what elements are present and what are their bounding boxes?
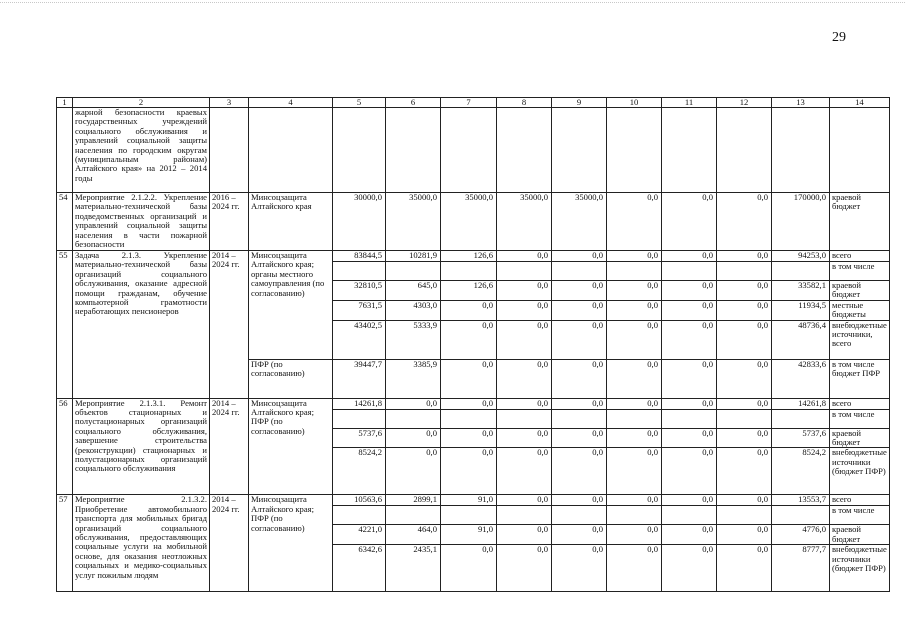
value-cell xyxy=(717,409,772,428)
value-cell: 5737,6 xyxy=(333,428,386,448)
column-header-4: 4 xyxy=(249,98,333,108)
row-number: 54 xyxy=(57,193,73,251)
value-cell xyxy=(386,409,441,428)
scan-top-edge xyxy=(0,2,905,7)
value-cell: 0,0 xyxy=(607,300,662,320)
value-cell: 6342,6 xyxy=(333,545,386,592)
value-cell: 5737,6 xyxy=(772,428,830,448)
column-header-5: 5 xyxy=(333,98,386,108)
value-cell: 0,0 xyxy=(497,545,552,592)
empty-cell xyxy=(249,108,333,193)
value-cell xyxy=(497,409,552,428)
value-cell: 0,0 xyxy=(717,359,772,398)
column-header-1: 1 xyxy=(57,98,73,108)
funding-source: краевой бюджет xyxy=(830,428,890,448)
value-cell: 0,0 xyxy=(607,320,662,359)
value-cell: 0,0 xyxy=(717,525,772,545)
value-cell: 0,0 xyxy=(607,448,662,495)
value-cell xyxy=(607,262,662,281)
value-cell: 0,0 xyxy=(607,525,662,545)
value-cell: 0,0 xyxy=(497,525,552,545)
value-cell: 645,0 xyxy=(386,281,441,301)
executor: Минсоцзащита Алтайского края xyxy=(249,193,333,251)
value-cell: 0,0 xyxy=(662,495,717,506)
empty-cell xyxy=(830,108,890,193)
value-cell: 14261,8 xyxy=(772,398,830,409)
value-cell: 0,0 xyxy=(717,251,772,262)
value-cell: 8524,2 xyxy=(772,448,830,495)
value-cell: 2435,1 xyxy=(386,545,441,592)
value-cell: 0,0 xyxy=(386,428,441,448)
column-header-12: 12 xyxy=(717,98,772,108)
column-header-9: 9 xyxy=(552,98,607,108)
funding-source: краевой бюджет xyxy=(830,281,890,301)
row-number: 56 xyxy=(57,398,73,495)
value-cell: 8777,7 xyxy=(772,545,830,592)
page-number: 29 xyxy=(832,30,846,45)
empty-cell xyxy=(386,108,441,193)
value-cell xyxy=(386,262,441,281)
value-cell: 0,0 xyxy=(386,448,441,495)
value-cell: 4303,0 xyxy=(386,300,441,320)
measure-name: Мероприятие 2.1.2.2. Укрепление материально-технической базы подведомственных организаций и управлений социальной защиты населения в части пожарной безопасности xyxy=(73,193,210,251)
row-number xyxy=(57,108,73,193)
value-cell: 0,0 xyxy=(497,398,552,409)
value-cell: 0,0 xyxy=(552,320,607,359)
empty-cell xyxy=(662,108,717,193)
measure-name: Мероприятие 2.1.3.1. Ремонт объектов стационарных и полустационарных организаций социального обслуживания, завершение строительства (реконструкции) стационарных и полустационарных организаций социального обслуживания xyxy=(73,398,210,495)
empty-cell xyxy=(552,108,607,193)
table-row-57-sub-1 xyxy=(57,495,890,506)
value-cell: 0,0 xyxy=(662,428,717,448)
executor: Минсоцзащита Алтайского края; ПФР (по согласованию) xyxy=(249,495,333,592)
value-cell xyxy=(441,262,497,281)
value-cell: 35000,0 xyxy=(441,193,497,251)
value-cell xyxy=(552,262,607,281)
value-cell: 0,0 xyxy=(607,428,662,448)
empty-cell xyxy=(333,108,386,193)
value-cell: 8524,2 xyxy=(333,448,386,495)
column-header-6: 6 xyxy=(386,98,441,108)
value-cell: 91,0 xyxy=(441,495,497,506)
value-cell: 4776,0 xyxy=(772,525,830,545)
value-cell: 0,0 xyxy=(441,428,497,448)
value-cell: 0,0 xyxy=(497,448,552,495)
table-row-56-sub-1 xyxy=(57,398,890,409)
column-header-7: 7 xyxy=(441,98,497,108)
value-cell: 126,6 xyxy=(441,281,497,301)
value-cell: 0,0 xyxy=(552,495,607,506)
value-cell xyxy=(662,409,717,428)
value-cell: 0,0 xyxy=(662,193,717,251)
value-cell: 0,0 xyxy=(441,300,497,320)
value-cell: 0,0 xyxy=(497,495,552,506)
value-cell: 35000,0 xyxy=(497,193,552,251)
column-header-row xyxy=(57,98,890,108)
value-cell: 83844,5 xyxy=(333,251,386,262)
value-cell: 0,0 xyxy=(607,545,662,592)
funding-source: всего xyxy=(830,398,890,409)
period: 2014 – 2024 гг. xyxy=(210,398,249,495)
value-cell: 7631,5 xyxy=(333,300,386,320)
value-cell: 0,0 xyxy=(717,281,772,301)
funding-source: в том числе бюджет ПФР xyxy=(830,359,890,398)
funding-source: внебюджетные источники (бюджет ПФР) xyxy=(830,448,890,495)
executor: Минсоцзащита Алтайского края; органы местного самоуправления (по согласованию) xyxy=(249,251,333,360)
value-cell: 0,0 xyxy=(552,281,607,301)
value-cell xyxy=(662,262,717,281)
value-cell xyxy=(441,506,497,525)
empty-cell xyxy=(772,108,830,193)
value-cell: 0,0 xyxy=(552,359,607,398)
value-cell: 0,0 xyxy=(497,359,552,398)
value-cell: 33582,1 xyxy=(772,281,830,301)
value-cell xyxy=(333,506,386,525)
value-cell xyxy=(333,262,386,281)
table-row-continued xyxy=(57,108,890,193)
value-cell: 10563,6 xyxy=(333,495,386,506)
column-header-8: 8 xyxy=(497,98,552,108)
value-cell: 0,0 xyxy=(662,359,717,398)
value-cell: 0,0 xyxy=(717,398,772,409)
funding-source: в том числе xyxy=(830,506,890,525)
value-cell: 0,0 xyxy=(717,193,772,251)
value-cell: 0,0 xyxy=(386,398,441,409)
row-number: 55 xyxy=(57,251,73,399)
value-cell: 0,0 xyxy=(552,300,607,320)
value-cell: 0,0 xyxy=(607,398,662,409)
value-cell: 0,0 xyxy=(717,448,772,495)
value-cell xyxy=(772,262,830,281)
value-cell: 42833,6 xyxy=(772,359,830,398)
funding-source: местные бюджеты xyxy=(830,300,890,320)
value-cell: 3385,9 xyxy=(386,359,441,398)
value-cell xyxy=(717,506,772,525)
funding-source: краевой бюджет xyxy=(830,525,890,545)
value-cell: 0,0 xyxy=(441,545,497,592)
value-cell xyxy=(552,506,607,525)
value-cell: 126,6 xyxy=(441,251,497,262)
value-cell: 0,0 xyxy=(552,525,607,545)
value-cell: 4221,0 xyxy=(333,525,386,545)
funding-source: всего xyxy=(830,495,890,506)
funding-source: в том числе xyxy=(830,262,890,281)
value-cell: 0,0 xyxy=(441,320,497,359)
value-cell: 0,0 xyxy=(717,300,772,320)
funding-source: в том числе xyxy=(830,409,890,428)
value-cell: 0,0 xyxy=(717,495,772,506)
budget-table xyxy=(56,97,890,592)
value-cell: 0,0 xyxy=(662,300,717,320)
value-cell: 0,0 xyxy=(552,545,607,592)
value-cell: 0,0 xyxy=(662,448,717,495)
empty-cell xyxy=(497,108,552,193)
period: 2014 – 2024 гг. xyxy=(210,495,249,592)
value-cell: 48736,4 xyxy=(772,320,830,359)
value-cell: 0,0 xyxy=(717,545,772,592)
value-cell: 13553,7 xyxy=(772,495,830,506)
executor: Минсоцзащита Алтайского края; ПФР (по согласованию) xyxy=(249,398,333,495)
value-cell: 0,0 xyxy=(441,448,497,495)
value-cell xyxy=(662,506,717,525)
value-cell: 2899,1 xyxy=(386,495,441,506)
value-cell: 0,0 xyxy=(441,398,497,409)
value-cell: 0,0 xyxy=(497,428,552,448)
value-cell xyxy=(607,506,662,525)
value-cell: 464,0 xyxy=(386,525,441,545)
value-cell: 0,0 xyxy=(662,398,717,409)
value-cell xyxy=(333,409,386,428)
empty-cell xyxy=(717,108,772,193)
value-cell: 0,0 xyxy=(497,300,552,320)
column-header-3: 3 xyxy=(210,98,249,108)
value-cell: 0,0 xyxy=(552,428,607,448)
value-cell: 0,0 xyxy=(717,428,772,448)
value-cell: 35000,0 xyxy=(552,193,607,251)
value-cell: 0,0 xyxy=(607,495,662,506)
column-header-2: 2 xyxy=(73,98,210,108)
empty-cell xyxy=(210,108,249,193)
value-cell: 0,0 xyxy=(662,525,717,545)
value-cell: 0,0 xyxy=(607,193,662,251)
value-cell: 0,0 xyxy=(662,251,717,262)
empty-cell xyxy=(607,108,662,193)
empty-cell xyxy=(441,108,497,193)
value-cell: 0,0 xyxy=(497,251,552,262)
value-cell: 10281,9 xyxy=(386,251,441,262)
value-cell: 30000,0 xyxy=(333,193,386,251)
value-cell: 170000,0 xyxy=(772,193,830,251)
column-header-13: 13 xyxy=(772,98,830,108)
row-number: 57 xyxy=(57,495,73,592)
value-cell xyxy=(386,506,441,525)
value-cell: 14261,8 xyxy=(333,398,386,409)
value-cell: 94253,0 xyxy=(772,251,830,262)
column-header-14: 14 xyxy=(830,98,890,108)
period: 2014 – 2024 гг. xyxy=(210,251,249,399)
value-cell: 0,0 xyxy=(662,545,717,592)
funding-source: внебюджетные источники, всего xyxy=(830,320,890,359)
table-row-54 xyxy=(57,193,890,251)
value-cell: 91,0 xyxy=(441,525,497,545)
value-cell: 0,0 xyxy=(552,448,607,495)
value-cell: 0,0 xyxy=(441,359,497,398)
value-cell: 0,0 xyxy=(717,320,772,359)
value-cell: 0,0 xyxy=(552,251,607,262)
value-cell: 39447,7 xyxy=(333,359,386,398)
value-cell xyxy=(552,409,607,428)
value-cell: 11934,5 xyxy=(772,300,830,320)
value-cell: 0,0 xyxy=(607,281,662,301)
value-cell: 0,0 xyxy=(662,320,717,359)
value-cell: 0,0 xyxy=(552,398,607,409)
column-header-11: 11 xyxy=(662,98,717,108)
value-cell: 0,0 xyxy=(607,359,662,398)
value-cell: 0,0 xyxy=(497,320,552,359)
column-header-10: 10 xyxy=(607,98,662,108)
value-cell: 32810,5 xyxy=(333,281,386,301)
funding-source: внебюджетные источники (бюджет ПФР) xyxy=(830,545,890,592)
value-cell xyxy=(441,409,497,428)
value-cell: 0,0 xyxy=(497,281,552,301)
executor-pfr: ПФР (по согласованию) xyxy=(249,359,333,398)
value-cell: 5333,9 xyxy=(386,320,441,359)
value-cell: 0,0 xyxy=(662,281,717,301)
period: 2016 – 2024 гг. xyxy=(210,193,249,251)
value-cell xyxy=(772,409,830,428)
value-cell: 35000,0 xyxy=(386,193,441,251)
value-cell: 0,0 xyxy=(607,251,662,262)
measure-name: жарной безопасности краевых государственных учреждений социального обслуживания и управлений социальной защиты населения по городским округам (муниципальным районам) Алтайского края» на 2012 – 2014 годы xyxy=(73,108,210,193)
value-cell xyxy=(607,409,662,428)
value-cell xyxy=(717,262,772,281)
funding-source: всего xyxy=(830,251,890,262)
value-cell: 43402,5 xyxy=(333,320,386,359)
measure-name: Мероприятие 2.1.3.2. Приобретение автомобильного транспорта для мобильных бригад организаций социального обслуживания, предоставляющих социальные услуги на мобильной основе, для оказания неотложных социальных и медико-социальных услуг пожилым людям xyxy=(73,495,210,592)
table-row-55-sub-1 xyxy=(57,251,890,262)
value-cell xyxy=(497,262,552,281)
measure-name: Задача 2.1.3. Укрепление материально-технической базы организаций социального обслуживания, оказание адресной помощи гражданам, обучение компьютерной грамотности неработающих пенсионеров xyxy=(73,251,210,399)
funding-source: краевой бюджет xyxy=(830,193,890,251)
value-cell xyxy=(772,506,830,525)
value-cell xyxy=(497,506,552,525)
